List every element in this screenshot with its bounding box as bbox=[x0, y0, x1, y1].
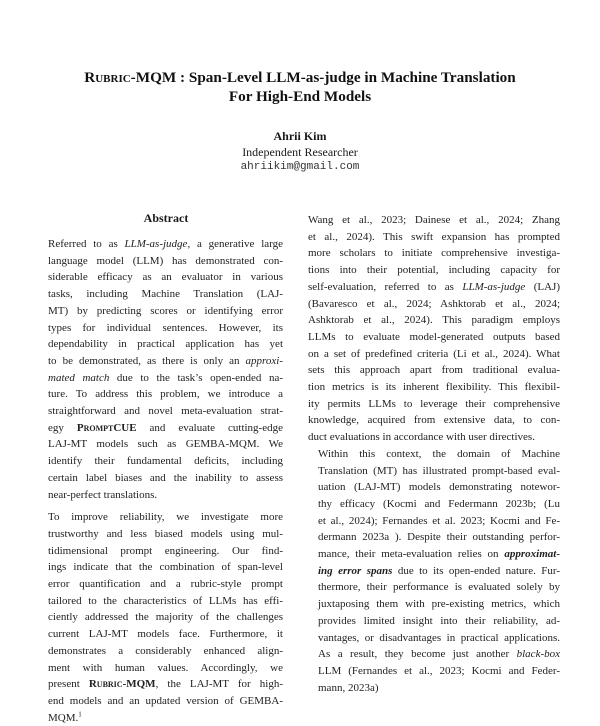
title-line-1 bbox=[60, 68, 540, 87]
text-line: uation (LAJ-MT) models demonstrating notewor- bbox=[318, 481, 560, 494]
title-line-2: For High-End Models bbox=[228, 88, 372, 105]
text-line: Translation (MT) has illustrated prompt-based eval- bbox=[318, 464, 560, 477]
text-line: near-perfect translations. bbox=[48, 488, 158, 501]
text-line: et al., 2024); Fernandes et al. 2023; Kocmi and Fe- bbox=[318, 514, 560, 527]
footnote-marker[interactable]: 1 bbox=[78, 710, 82, 719]
text-line: present Rubric-MQM, the LAJ-MT for high- bbox=[48, 678, 283, 691]
text-line: to be demonstrated, as there is only an approxi- bbox=[48, 354, 283, 367]
emphasis-term: approximat- bbox=[504, 548, 560, 561]
text-line: siderable efficacy as an evaluator in various bbox=[48, 271, 283, 284]
text-line: Within this context, the domain of Machine bbox=[318, 447, 560, 460]
text-line: certain label biases and the inability to assess bbox=[48, 471, 283, 484]
italic-term: LLM-as-judge bbox=[124, 238, 188, 250]
text-line: ciently addressed the majority of the challenges bbox=[48, 611, 283, 624]
text-line: Ashktorab et al., 2024). This paradigm employs bbox=[308, 314, 560, 327]
text-line: self-evaluation, referred to as LLM-as-judge (LAJ) bbox=[308, 280, 560, 293]
text-line: ing error spans due to its open-ended nature. Fur- bbox=[318, 564, 560, 577]
italic-term: approxi- bbox=[245, 354, 283, 367]
text-line: tailored to the characteristics of LLMs has effi- bbox=[48, 594, 283, 607]
text-line: LLMs to evaluate model-generated outputs based bbox=[308, 330, 560, 343]
text-line: end models and an updated version of GEMBA- bbox=[48, 694, 283, 707]
text-line: ings indicate that the combination of span-level bbox=[48, 561, 283, 574]
paper-title bbox=[60, 68, 540, 106]
emphasis-term: ing error spans bbox=[318, 564, 393, 577]
text-line: dermann 2023a ). Despite their outstanding perfor- bbox=[318, 531, 560, 544]
text-line: To improve reliability, we investigate more bbox=[48, 511, 283, 524]
intro-paragraph-2 bbox=[308, 446, 560, 697]
abstract-heading: Abstract bbox=[143, 211, 189, 225]
text-line: straightforward and novel meta-evaluation strat- bbox=[48, 405, 283, 418]
text-line: LAJ-MT models such as GEMBA-MQM. We bbox=[48, 438, 283, 451]
text-line: ity permits LLMs to leverage their comprehensive bbox=[308, 397, 560, 410]
text-line: tion metrics is its inherent flexibility. This flexibil- bbox=[308, 381, 560, 394]
text-line: demonstrates a considerably enhanced align- bbox=[48, 644, 283, 657]
text-line: MT) by predicting scores or identifying error bbox=[48, 304, 283, 317]
text-line: MQM.$^1$ bbox=[48, 710, 82, 724]
text-line: mance, their meta-evaluation relies on approximat- bbox=[318, 548, 560, 561]
author-affiliation: Independent Researcher bbox=[242, 144, 358, 159]
text-line: more scholars to initiate comprehensive investiga- bbox=[308, 247, 560, 260]
method-name: PromptCUE bbox=[76, 421, 137, 434]
text-line: As a result, they become just another black-box bbox=[318, 648, 560, 661]
text-line: Wang et al., 2023; Dainese et al., 2024; Zhang bbox=[308, 214, 560, 226]
text-line: trustworthy and less biased models using mul- bbox=[48, 527, 283, 540]
text-line: sets this approach apart from traditional evalua- bbox=[308, 364, 560, 377]
title-line-1-rest: : Span-Level LLM-as-judge in Machine Translation bbox=[176, 69, 516, 86]
text-line: (Bavaresco et al., 2024; Ashktorab et al., 2024; bbox=[308, 297, 560, 310]
text-line: language model (LLM) has demonstrated con- bbox=[48, 254, 283, 267]
text-line: ment with human values. Accordingly, we bbox=[48, 661, 283, 674]
italic-term: mated match bbox=[48, 371, 110, 384]
title-model-name: Rubric-MQM bbox=[84, 69, 177, 86]
abstract-paragraph-2 bbox=[48, 509, 283, 726]
text-line: LLM (Fernandes et al., 2023; Kocmi and Feder- bbox=[318, 664, 560, 677]
abstract-column bbox=[48, 236, 283, 726]
author-block bbox=[150, 129, 450, 176]
abstract-paragraph-1 bbox=[48, 236, 283, 503]
text-line: knowledge, acquired from extensive data, to con- bbox=[308, 414, 560, 427]
text-line: dependability in practical application has yet bbox=[48, 338, 283, 351]
italic-term: black-box bbox=[516, 648, 560, 661]
author-email[interactable]: ahriikim@gmail.com bbox=[240, 161, 360, 173]
method-name: Rubric-MQM bbox=[88, 678, 156, 691]
text-line: ture. To address this problem, we introduce a bbox=[48, 388, 283, 401]
text-line: et al., 2024). This swift expansion has prompted bbox=[308, 230, 560, 243]
text-line: identify their fundamental deficits, including bbox=[48, 455, 283, 468]
text-line: on a set of predefined criteria (Li et al., 2024). What bbox=[308, 347, 560, 360]
text-line: tions into their potential, including capacity for bbox=[308, 264, 560, 277]
text-line: tasks, including Machine Translation (LAJ- bbox=[48, 288, 283, 301]
text-line: egy PromptCUE and evaluate cutting-edge bbox=[48, 421, 283, 434]
text-line: mann, 2023a) bbox=[318, 681, 379, 694]
intro-paragraph-1 bbox=[308, 212, 560, 446]
text-line: error quantification and a rubric-style prompt bbox=[48, 578, 283, 591]
author-name: Ahrii Kim bbox=[273, 129, 327, 143]
text-line: juxtaposing them with pre-existing metrics, which bbox=[318, 598, 560, 611]
text-line: current LAJ-MT models face. Furthermore, it bbox=[48, 628, 283, 641]
text-line: thermore, their performance is evaluated solely by bbox=[318, 581, 560, 594]
text-line: duct evaluations in accordance with user directives. bbox=[308, 431, 535, 444]
introduction-column bbox=[308, 212, 560, 696]
text-line: tidimensional prompt engineering. Our find- bbox=[48, 544, 283, 557]
text-line: Referred to as LLM-as-judge, a generative large bbox=[48, 238, 283, 250]
text-line: thy efficacy (Kocmi and Federmann 2023b; (Lu bbox=[318, 497, 560, 510]
text-line: vantages, or disadvantages in practical applications. bbox=[318, 631, 560, 644]
text-line: provides limited insight into their reliability, ad- bbox=[318, 614, 560, 627]
italic-term: LLM-as-judge bbox=[462, 280, 526, 293]
text-line: mated match due to the task’s open-ended na- bbox=[48, 371, 283, 384]
text-line: types for individual sentences. However, its bbox=[48, 321, 283, 334]
